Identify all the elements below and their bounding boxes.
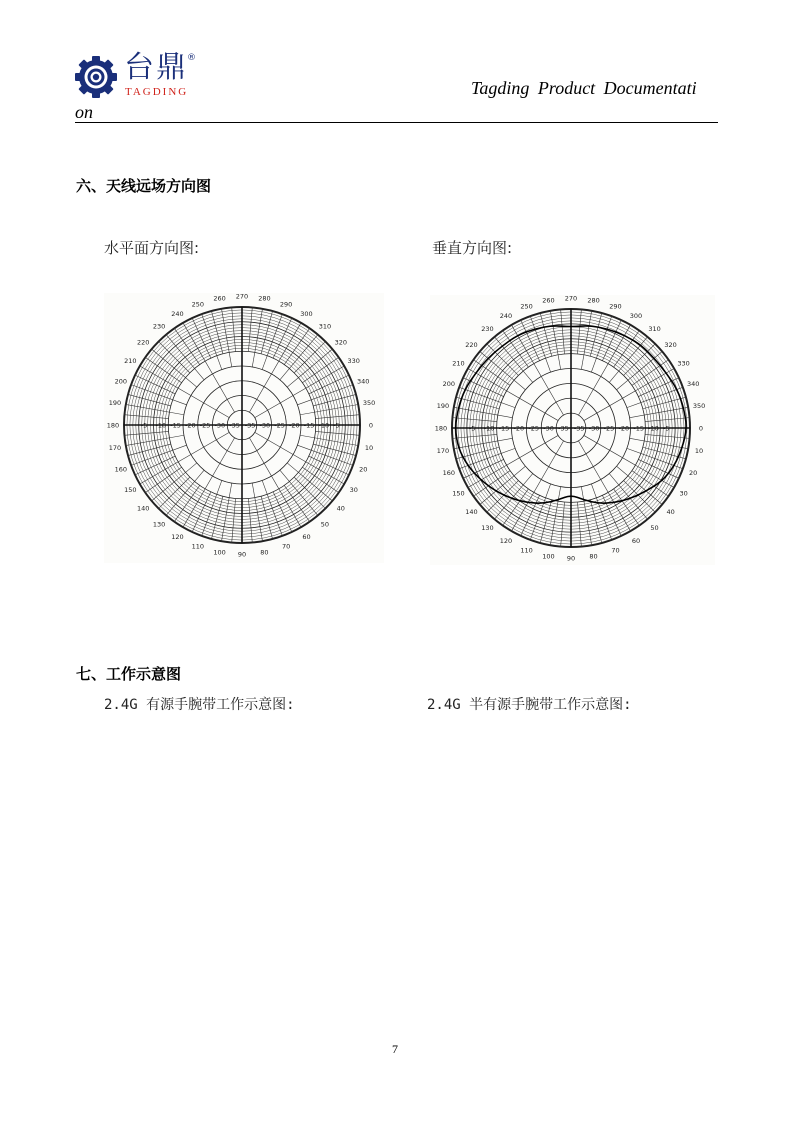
- svg-text:-20: -20: [185, 421, 196, 430]
- svg-text:130: 130: [481, 524, 494, 533]
- svg-text:-30: -30: [259, 421, 271, 430]
- svg-text:10: 10: [694, 447, 704, 456]
- svg-text:130: 130: [152, 520, 166, 529]
- svg-text:-15: -15: [498, 424, 510, 433]
- active-wristband-caption: 2.4G 有源手腕带工作示意图:: [104, 697, 295, 713]
- svg-text:140: 140: [465, 508, 478, 517]
- svg-text:70: 70: [281, 542, 291, 551]
- svg-text:260: 260: [542, 296, 555, 305]
- svg-text:60: 60: [631, 537, 641, 546]
- svg-text:320: 320: [334, 338, 348, 347]
- svg-text:0: 0: [698, 424, 704, 433]
- svg-text:40: 40: [336, 504, 345, 513]
- registered-mark: ®: [187, 53, 196, 63]
- svg-text:310: 310: [648, 324, 661, 333]
- section-6-title: 六、天线远场方向图: [76, 177, 212, 195]
- svg-text:20: 20: [359, 465, 368, 474]
- svg-text:230: 230: [152, 322, 166, 331]
- horizontal-pattern-caption: 水平面方向图:: [104, 239, 200, 257]
- svg-text:270: 270: [564, 295, 578, 303]
- svg-text:160: 160: [442, 468, 456, 477]
- svg-text:270: 270: [235, 293, 249, 301]
- svg-text:350: 350: [362, 399, 376, 408]
- svg-text:200: 200: [114, 377, 127, 386]
- svg-text:150: 150: [124, 486, 137, 494]
- svg-text:150: 150: [452, 489, 465, 498]
- svg-text:240: 240: [171, 309, 184, 318]
- svg-text:250: 250: [191, 300, 205, 309]
- svg-text:280: 280: [587, 296, 600, 305]
- svg-text:60: 60: [302, 533, 311, 542]
- svg-text:-20: -20: [513, 424, 525, 433]
- svg-text:180: 180: [434, 424, 448, 433]
- svg-text:160: 160: [114, 465, 127, 474]
- logo-english-name: TAGDING: [125, 86, 189, 98]
- svg-text:-10: -10: [483, 424, 495, 433]
- section-7-title: 七、工作示意图: [76, 665, 182, 683]
- svg-text:290: 290: [609, 302, 622, 311]
- svg-text:330: 330: [677, 359, 690, 368]
- svg-text:0: 0: [368, 421, 374, 430]
- header-divider: [75, 122, 718, 123]
- svg-text:-25: -25: [603, 424, 615, 433]
- document-header-title: Tagding Product Documentati: [471, 78, 697, 98]
- svg-text:-10: -10: [318, 421, 330, 430]
- svg-text:240: 240: [499, 311, 513, 320]
- svg-text:-25: -25: [528, 424, 539, 433]
- svg-text:-20: -20: [289, 421, 300, 430]
- svg-text:350: 350: [692, 401, 706, 410]
- svg-text:210: 210: [124, 357, 137, 365]
- logo-gear-icon: [74, 55, 118, 99]
- logo-chinese-name: 台鼎: [124, 50, 188, 85]
- svg-text:200: 200: [442, 380, 456, 389]
- semi-active-wristband-caption: 2.4G 半有源手腕带工作示意图:: [427, 697, 632, 713]
- svg-text:50: 50: [320, 520, 330, 529]
- svg-text:90: 90: [566, 554, 576, 563]
- svg-text:-15: -15: [170, 421, 181, 430]
- svg-text:120: 120: [499, 537, 513, 546]
- vertical-pattern-caption: 垂直方向图:: [432, 239, 513, 257]
- svg-text:280: 280: [258, 294, 271, 303]
- svg-text:-35: -35: [244, 421, 256, 430]
- svg-text:260: 260: [213, 294, 226, 303]
- horizontal-polar-chart: [104, 293, 384, 563]
- svg-text:-30: -30: [543, 424, 554, 433]
- svg-text:40: 40: [666, 508, 675, 517]
- svg-text:190: 190: [108, 399, 122, 408]
- svg-text:310: 310: [318, 322, 332, 331]
- svg-text:-30: -30: [214, 421, 226, 430]
- svg-text:250: 250: [520, 302, 533, 311]
- svg-text:-5: -5: [140, 421, 148, 430]
- svg-text:-10: -10: [155, 421, 167, 430]
- svg-text:340: 340: [357, 377, 370, 386]
- svg-text:230: 230: [481, 324, 494, 333]
- document-header-title-wrap: on: [75, 102, 93, 122]
- svg-text:110: 110: [520, 546, 533, 555]
- svg-text:330: 330: [347, 357, 360, 365]
- svg-text:180: 180: [106, 421, 120, 430]
- svg-text:-5: -5: [663, 424, 670, 433]
- svg-text:50: 50: [650, 524, 659, 533]
- vertical-polar-chart: [430, 295, 715, 565]
- svg-text:80: 80: [589, 552, 598, 561]
- svg-text:220: 220: [136, 338, 150, 347]
- svg-text:20: 20: [689, 468, 698, 477]
- svg-text:140: 140: [136, 504, 150, 513]
- svg-text:30: 30: [349, 486, 358, 494]
- svg-text:210: 210: [452, 359, 465, 368]
- svg-text:220: 220: [465, 340, 478, 349]
- svg-text:-5: -5: [333, 421, 340, 430]
- svg-text:90: 90: [237, 550, 247, 559]
- svg-text:100: 100: [213, 548, 226, 557]
- svg-text:-20: -20: [618, 424, 630, 433]
- svg-text:10: 10: [364, 443, 374, 452]
- svg-text:-35: -35: [558, 424, 569, 433]
- svg-text:120: 120: [171, 533, 184, 542]
- svg-text:190: 190: [436, 401, 450, 410]
- svg-text:110: 110: [191, 542, 205, 551]
- svg-text:-15: -15: [303, 421, 315, 430]
- svg-text:320: 320: [664, 340, 677, 349]
- svg-text:-25: -25: [274, 421, 285, 430]
- svg-text:-30: -30: [588, 424, 600, 433]
- page-number: 7: [392, 1042, 398, 1056]
- svg-text:-35: -35: [229, 421, 240, 430]
- svg-text:300: 300: [629, 311, 643, 320]
- svg-text:170: 170: [108, 443, 122, 452]
- svg-text:100: 100: [542, 552, 555, 561]
- svg-text:340: 340: [686, 380, 700, 389]
- svg-text:290: 290: [279, 300, 293, 309]
- svg-text:-5: -5: [468, 424, 476, 433]
- svg-text:-15: -15: [633, 424, 644, 433]
- svg-text:70: 70: [611, 546, 620, 555]
- svg-text:170: 170: [436, 447, 450, 456]
- svg-text:-35: -35: [573, 424, 585, 433]
- svg-text:-25: -25: [199, 421, 211, 430]
- svg-text:-10: -10: [648, 424, 659, 433]
- svg-text:80: 80: [260, 548, 269, 557]
- svg-text:300: 300: [300, 309, 313, 318]
- svg-text:30: 30: [679, 489, 688, 498]
